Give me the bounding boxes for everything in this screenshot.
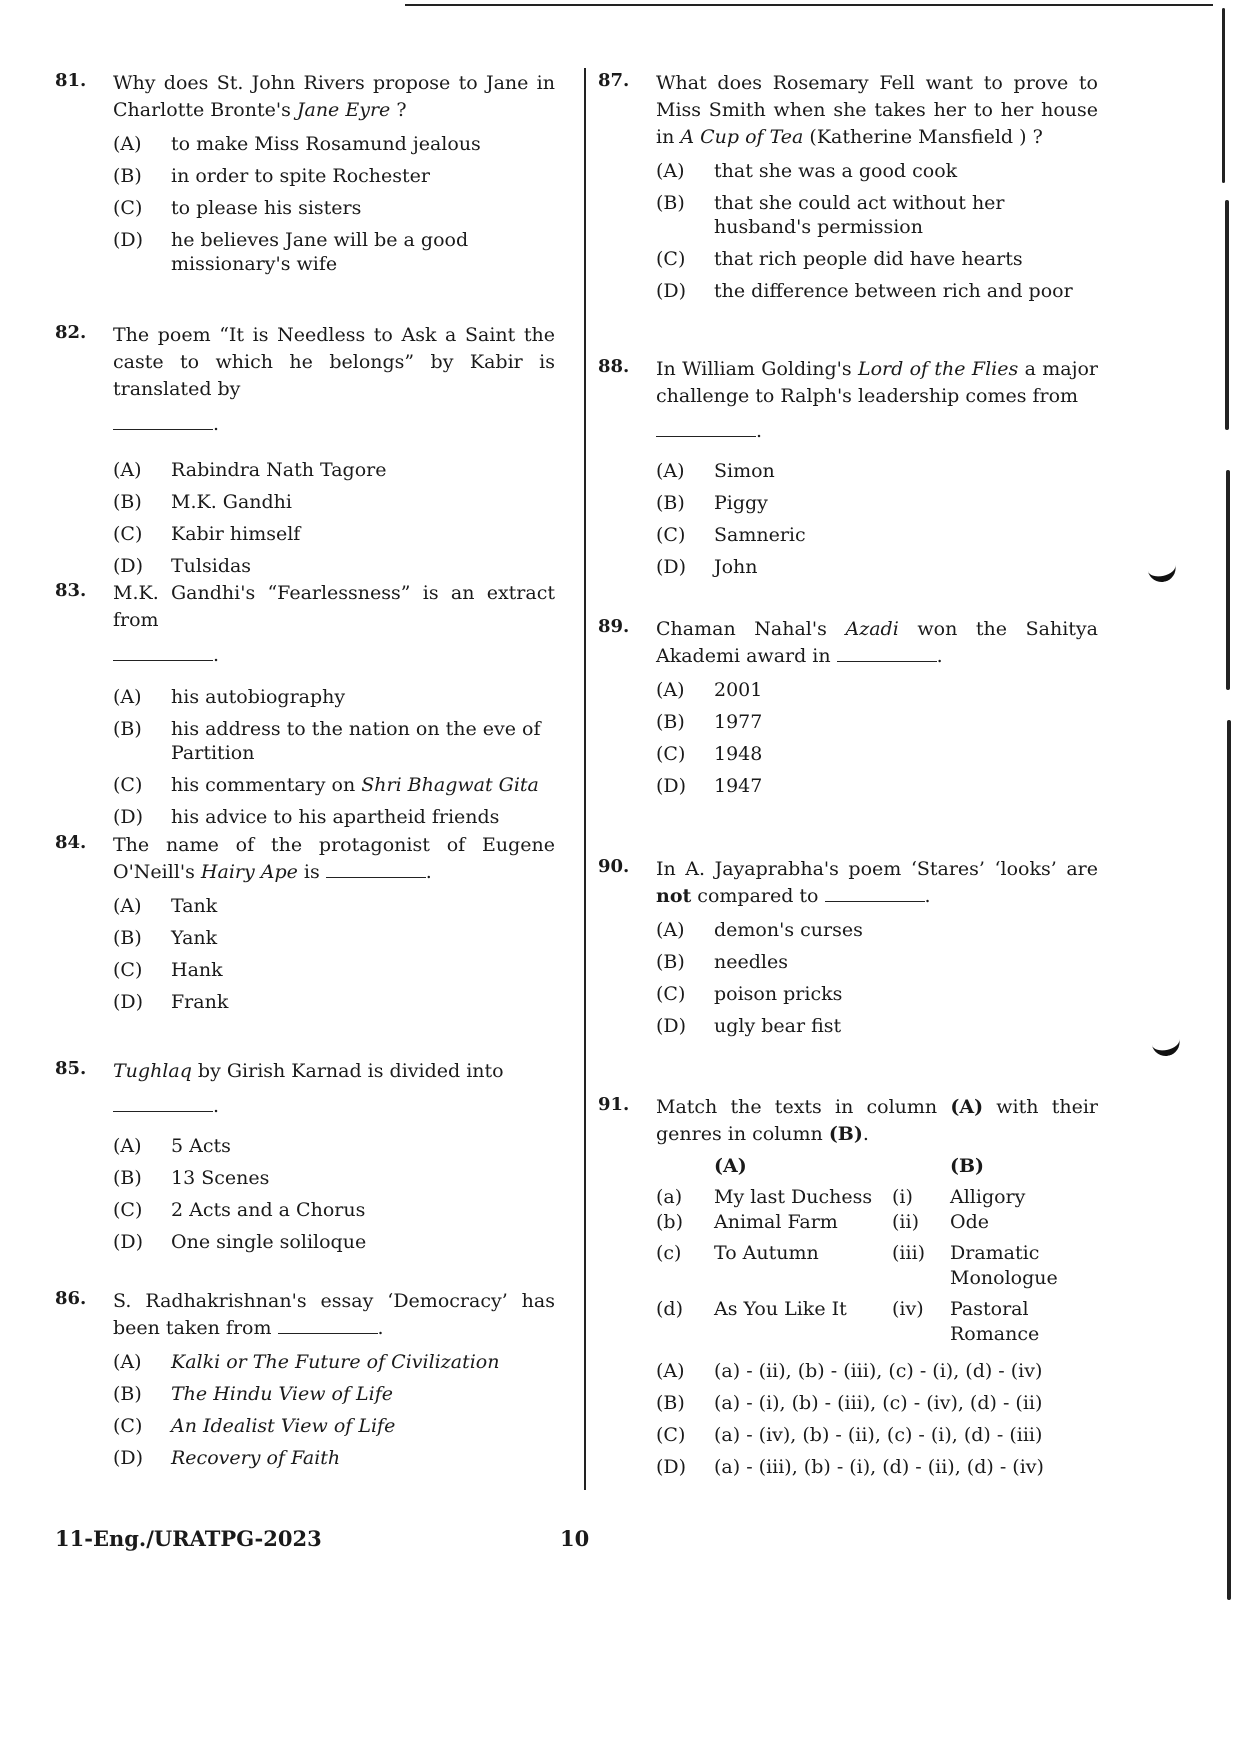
page-number: 10 <box>560 1526 590 1551</box>
option: (D) the difference between rich and poor <box>656 280 1073 302</box>
option: (C) poison pricks <box>656 983 843 1005</box>
option: (D) Recovery of Faith <box>113 1447 341 1469</box>
question-81 <box>55 70 555 284</box>
options <box>113 458 555 578</box>
options <box>113 685 555 829</box>
options <box>113 132 555 276</box>
question-number: 83. <box>55 580 87 601</box>
question-number: 82. <box>55 322 87 343</box>
option: (D) One single soliloque <box>113 1231 367 1253</box>
paper-code: 11-Eng./URATPG-2023 <box>55 1526 322 1551</box>
question-text: Tughlaq by Girish Karnad is divided into . <box>113 1060 504 1117</box>
question-number: 86. <box>55 1288 87 1309</box>
match-table <box>656 1154 1098 1347</box>
question-82 <box>55 322 555 586</box>
option: (C) 1948 <box>656 743 763 765</box>
question-text: M.K. Gandhi's “Fearlessness” is an extract from . <box>113 582 555 666</box>
option: (D) Tulsidas <box>113 555 252 577</box>
question-number: 88. <box>598 356 630 377</box>
top-rule <box>405 4 1213 6</box>
option: (A) to make Miss Rosamund jealous <box>113 133 481 155</box>
question-number: 90. <box>598 856 630 877</box>
options <box>656 678 1098 798</box>
scan-edge-mark <box>1222 8 1225 183</box>
option: (C) that rich people did have hearts <box>656 248 1023 270</box>
option: (B) The Hindu View of Life <box>113 1383 394 1405</box>
options <box>113 894 555 1014</box>
option: (D) John <box>656 556 758 578</box>
options <box>113 1134 555 1254</box>
option: (C) 2 Acts and a Chorus <box>113 1199 366 1221</box>
question-text: Why does St. John Rivers propose to Jane in Charlotte Bronte's Jane Eyre ? <box>113 72 555 121</box>
options <box>656 459 1098 579</box>
question-number: 85. <box>55 1058 87 1079</box>
question-number: 81. <box>55 70 87 91</box>
option: (B) 1977 <box>656 711 763 733</box>
option: (A) 5 Acts <box>113 1135 231 1157</box>
pen-tick-mark <box>1150 1029 1182 1058</box>
option: (C) Samneric <box>656 524 806 546</box>
question-90 <box>598 856 1098 1046</box>
option: (D) 1947 <box>656 775 763 797</box>
question-text: Chaman Nahal's Azadi won the Sahitya Akademi award in . <box>656 618 1098 667</box>
question-86 <box>55 1288 555 1478</box>
options <box>656 159 1098 303</box>
question-text: In A. Jayaprabha's poem ‘Stares’ ‘looks’ are not compared to . <box>656 858 1098 907</box>
option: (B) that she could act without her husband's permission <box>656 192 1005 238</box>
option: (C) (a) - (iv), (b) - (ii), (c) - (i), (d) - (iii) <box>656 1424 1043 1446</box>
option: (B) M.K. Gandhi <box>113 491 292 513</box>
question-83 <box>55 580 555 837</box>
option: (D) Frank <box>113 991 229 1013</box>
options <box>113 1350 555 1470</box>
option: (C) to please his sisters <box>113 197 362 219</box>
question-text: Match the texts in column (A) with their genres in column (B). <box>656 1096 1098 1145</box>
option: (D) he believes Jane will be a good missionary's wife <box>113 229 469 275</box>
option: (A) (a) - (ii), (b) - (iii), (c) - (i), (d) - (iv) <box>656 1360 1043 1382</box>
question-text: What does Rosemary Fell want to prove to Miss Smith when she takes her to her house in A Cup of Tea (Katherine Mansfield ) ? <box>656 72 1098 148</box>
option: (A) that she was a good cook <box>656 160 958 182</box>
match-row: (b) Animal Farm (ii) Ode <box>656 1211 989 1233</box>
option: (A) 2001 <box>656 679 763 701</box>
question-number: 91. <box>598 1094 630 1115</box>
option: (A) Simon <box>656 460 775 482</box>
question-text: In William Golding's Lord of the Flies a major challenge to Ralph's leadership comes from . <box>656 358 1098 442</box>
option: (B) Piggy <box>656 492 768 514</box>
option: (A) Rabindra Nath Tagore <box>113 459 387 481</box>
question-number: 89. <box>598 616 630 637</box>
options <box>656 1359 1098 1479</box>
question-text: The poem “It is Needless to Ask a Saint the caste to which he belongs” by Kabir is translated by . <box>113 324 555 435</box>
option: (C) An Idealist View of Life <box>113 1415 396 1437</box>
option: (B) 13 Scenes <box>113 1167 270 1189</box>
question-87 <box>598 70 1098 311</box>
match-row: (c) To Autumn (iii) Dramatic Monologue <box>656 1242 1058 1289</box>
question-88 <box>598 356 1098 587</box>
option: (D) ugly bear fist <box>656 1015 842 1037</box>
column-divider <box>584 68 586 1490</box>
match-header: (A) (B) <box>714 1155 985 1177</box>
match-row: (d) As You Like It (iv) Pastoral Romance <box>656 1298 1040 1345</box>
scan-edge-mark <box>1226 470 1230 690</box>
option: (D) his advice to his apartheid friends <box>113 806 500 828</box>
question-85 <box>55 1058 555 1262</box>
question-text: S. Radhakrishnan's essay ‘Democracy’ has been taken from . <box>113 1290 555 1339</box>
match-row: (a) My last Duchess (i) Alligory <box>656 1186 1026 1208</box>
option: (B) Yank <box>113 927 218 949</box>
question-84 <box>55 832 555 1022</box>
option: (C) his commentary on Shri Bhagwat Gita <box>113 774 539 796</box>
option: (A) demon's curses <box>656 919 863 941</box>
scan-edge-mark <box>1225 200 1229 430</box>
option: (B) in order to spite Rochester <box>113 165 431 187</box>
option: (B) his address to the nation on the eve of Partition <box>113 718 541 764</box>
option: (C) Kabir himself <box>113 523 301 545</box>
pen-tick-mark <box>1146 555 1178 584</box>
option: (C) Hank <box>113 959 223 981</box>
option: (A) his autobiography <box>113 686 346 708</box>
option: (A) Tank <box>113 895 218 917</box>
question-number: 87. <box>598 70 630 91</box>
question-number: 84. <box>55 832 87 853</box>
question-91 <box>598 1094 1098 1487</box>
options <box>656 918 1098 1038</box>
option: (D) (a) - (iii), (b) - (i), (d) - (ii), (d) - (iv) <box>656 1456 1044 1478</box>
option: (A) Kalki or The Future of Civilization <box>113 1351 500 1373</box>
option: (B) (a) - (i), (b) - (iii), (c) - (iv), (d) - (ii) <box>656 1392 1043 1414</box>
question-89 <box>598 616 1098 806</box>
option: (B) needles <box>656 951 788 973</box>
scan-edge-mark <box>1227 720 1231 1600</box>
question-text: The name of the protagonist of Eugene O'Neill's Hairy Ape is . <box>113 834 555 883</box>
